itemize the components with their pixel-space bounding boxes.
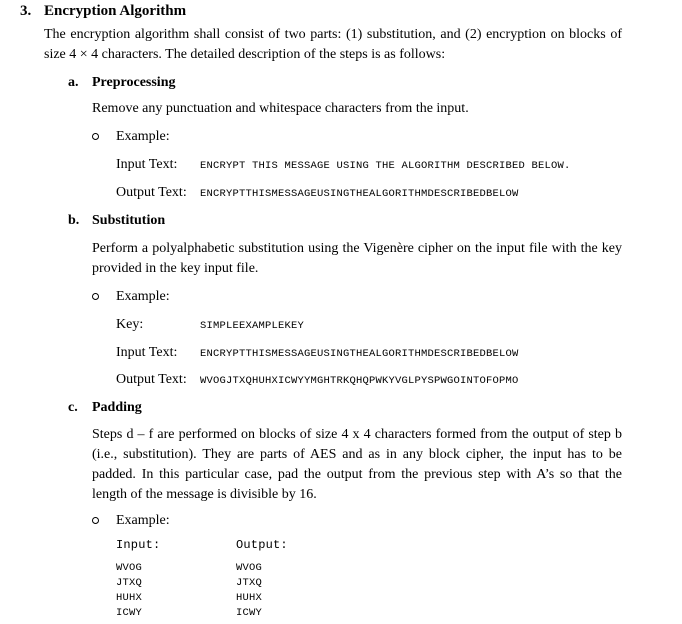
padding-input-row: JTXQ (116, 577, 143, 589)
step-a-output-label: Output Text: (116, 185, 187, 200)
step-c-title: Padding (92, 400, 142, 415)
step-b-input-label: Input Text: (116, 345, 178, 360)
step-b-input-value: ENCRYPTTHISMESSAGEUSINGTHEALGORITHMDESCRIBEDBELOW (200, 348, 519, 360)
padding-output-row: WVOG (236, 562, 263, 574)
step-b-example-label: Example: (116, 289, 170, 304)
bullet-icon (92, 517, 99, 524)
step-b-text: Perform a polyalphabetic substitution using the Vigenère cipher on the input file with the key provided in the key input file. (92, 241, 622, 276)
section-number: 3. (20, 3, 32, 19)
step-a-example-label: Example: (116, 129, 170, 144)
step-b-output-value: WVOGJTXQHUHXICWYYMGHTRKQHQPWKYVGLPYSPWGOINTOFOPMO (200, 375, 519, 387)
section-title: Encryption Algorithm (44, 3, 187, 19)
step-a-title: Preprocessing (92, 75, 176, 90)
step-c-input-header: Input: (116, 538, 161, 552)
step-b-key-value: SIMPLEEXAMPLEKEY (200, 320, 305, 332)
step-c-output-header: Output: (236, 538, 288, 552)
step-a-input-label: Input Text: (116, 157, 178, 172)
step-b-key-label: Key: (116, 317, 144, 332)
padding-input-row: ICWY (116, 607, 143, 619)
step-a-output-value: ENCRYPTTHISMESSAGEUSINGTHEALGORITHMDESCRIBEDBELOW (200, 188, 519, 200)
bullet-icon (92, 293, 99, 300)
padding-output-row: HUHX (236, 592, 263, 604)
section-intro: The encryption algorithm shall consist of two parts: (1) substitution, and (2) encryption on blocks of size 4 × 4 characters. The detailed description of the steps is as follows: (44, 27, 622, 62)
padding-input-row: WVOG (116, 562, 143, 574)
step-a-marker: a. (68, 75, 79, 90)
step-c-example-label: Example: (116, 513, 170, 528)
padding-output-row: ICWY (236, 607, 263, 619)
step-b-title: Substitution (92, 213, 166, 228)
step-c-marker: c. (68, 400, 78, 415)
step-b-output-label: Output Text: (116, 372, 187, 387)
step-c-text: Steps d – f are performed on blocks of size 4 x 4 characters formed from the output of step b (i.e., substitution). They are parts of AES and as in any block cipher, the input has to be padded. In this particular case, pad the output from the previous step with A’s so that the length of the message is divisible by 16. (92, 427, 622, 502)
padding-input-row: HUHX (116, 592, 143, 604)
padding-output-row: JTXQ (236, 577, 263, 589)
step-b-marker: b. (68, 213, 80, 228)
step-a-input-value: ENCRYPT THIS MESSAGE USING THE ALGORITHM DESCRIBED BELOW. (200, 160, 571, 172)
step-a-text: Remove any punctuation and whitespace characters from the input. (92, 101, 469, 116)
bullet-icon (92, 133, 99, 140)
